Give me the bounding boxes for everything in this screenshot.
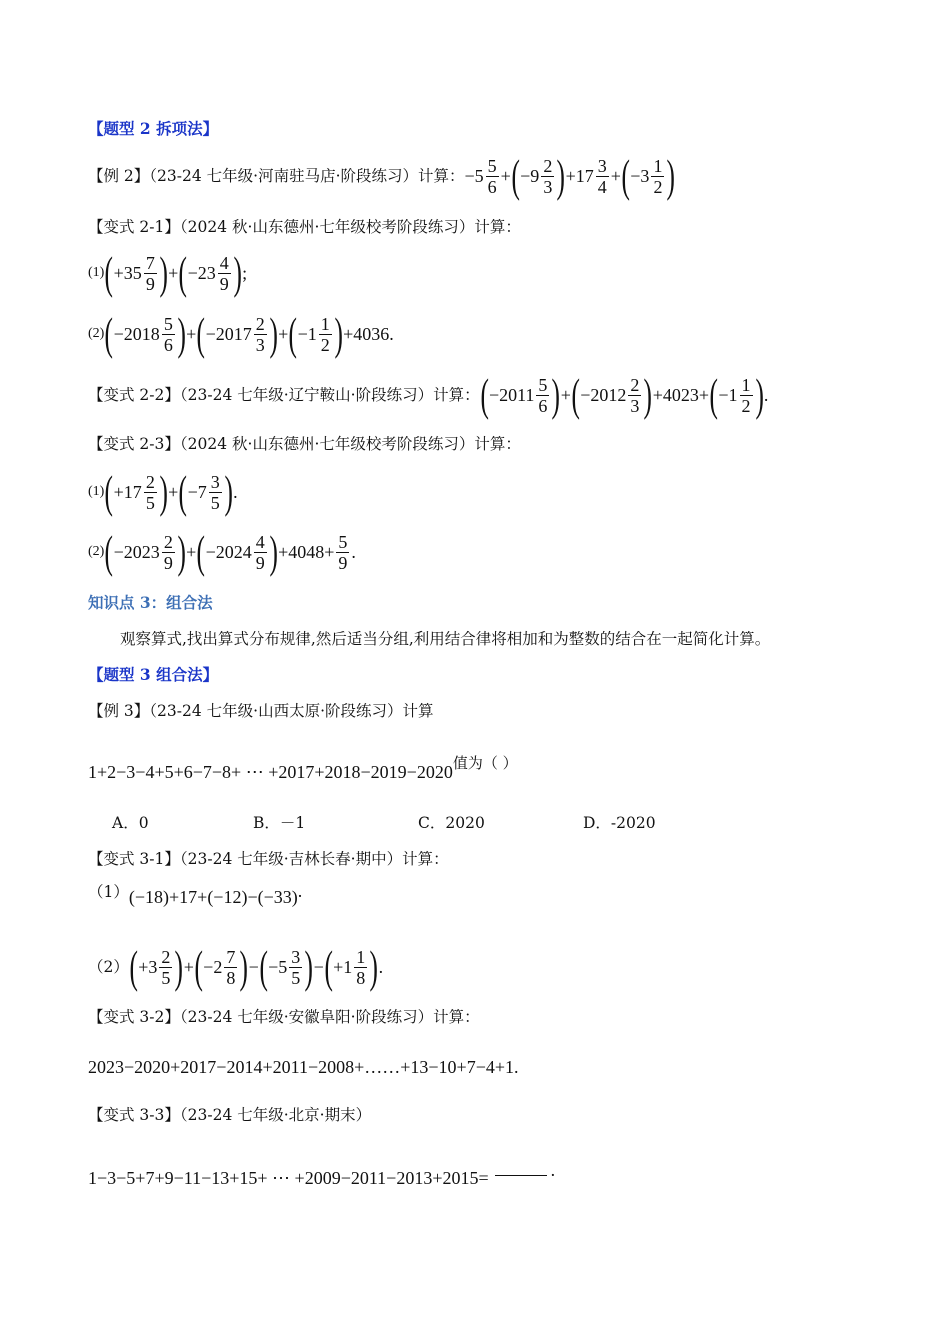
option-d: D．-2020 xyxy=(583,814,656,832)
variant-2-1-part2: (2) ( −2018 $\frac{5}{6}$ ) + ( −2017 $\frac{2}{3}$ ) + ( −1 $\frac{1}{2}$ ) +4036. xyxy=(88,308,394,359)
variant-2-3-part2: (2) ( −2023 $\frac{2}{9}$ ) + ( −2024 $\frac{4}{9}$ ) +4048+ $\frac{5}{9}$ . xyxy=(88,526,356,577)
example-2: 【例 2】（23-24 七年级·河南驻马店·阶段练习）计算： −5 $\frac{5}{6}$ + ( −9 $\frac{2}{3}$ ) +17 $\frac{3}{4}$ + ( −3 $\frac{1}{2}$ ) xyxy=(88,150,676,201)
variant-3-2-label: 【变式 3-2】（23-24 七年级·安徽阜阳·阶段练习）计算： xyxy=(88,1008,480,1026)
example-2-label: 【例 2】（23-24 七年级·河南驻马店·阶段练习）计算： xyxy=(88,167,465,185)
knowledge-point-3-desc: 观察算式,找出算式分布规律,然后适当分组,利用结合律将相加和为整数的结合在一起简化计算。 xyxy=(120,630,771,648)
variant-2-1-part1: (1) ( +35 $\frac{7}{9}$ ) + ( −23 $\frac{4}{9}$ ) ; xyxy=(88,247,248,298)
variant-2-2-label: 【变式 2-2】（23-24 七年级·辽宁鞍山·阶段练习）计算： xyxy=(88,386,480,404)
answer-blank xyxy=(495,1175,547,1176)
variant-2-2: 【变式 2-2】（23-24 七年级·辽宁鞍山·阶段练习）计算： ( −2011 $\frac{5}{6}$ ) + ( −2012 $\frac{2}{3}$ ) +4023+ ( −1 $\frac{1}{2}$ ) . xyxy=(88,369,769,420)
variant-2-3-part1: (1) ( +17 $\frac{2}{5}$ ) + ( −7 $\frac{3}{5}$ ) . xyxy=(88,466,238,517)
section-heading-type2: 【题型 2 拆项法】 xyxy=(88,119,219,138)
variant-2-3-label: 【变式 2-3】（2024 秋·山东德州·七年级校考阶段练习）计算： xyxy=(88,435,521,453)
section-heading-type3: 【题型 3 组合法】 xyxy=(88,665,219,684)
example-3-label: 【例 3】（23-24 七年级·山西太原·阶段练习）计算 xyxy=(88,702,434,720)
variant-3-2-expression: 2023−2020+2017−2014+2011−2008+……+13−10+7−4+1. xyxy=(88,1057,519,1077)
option-a: A．0 xyxy=(112,814,149,832)
variant-3-1-part2: （2） ( +3 $\frac{2}{5}$ ) + ( −2 $\frac{7}{8}$ ) − ( −5 $\frac{3}{5}$ ) − ( +1 $\frac{1}{8}$ ) . xyxy=(88,941,384,992)
variant-3-3-label: 【变式 3-3】（23-24 七年级·北京·期末） xyxy=(88,1106,372,1124)
variant-2-1-label: 【变式 2-1】（2024 秋·山东德州·七年级校考阶段练习）计算： xyxy=(88,218,521,236)
variant-3-3-expression: 1−3−5+7+9−11−13+15+ ⋯ +2009−2011−2013+2015= . xyxy=(88,1160,556,1188)
option-c: C．2020 xyxy=(418,814,485,832)
variant-3-1-label: 【变式 3-1】（23-24 七年级·吉林长春·期中）计算： xyxy=(88,850,449,868)
variant-3-1-part1: （1）(−18)+17+(−12)−(−33). xyxy=(88,881,303,907)
option-b: B．－1 xyxy=(253,814,306,832)
example-3-expression: 1+2−3−4+5+6−7−8+ ⋯ +2017+2018−2019−2020值为（ ） xyxy=(88,754,518,782)
knowledge-point-3: 知识点 3：组合法 xyxy=(88,593,213,612)
